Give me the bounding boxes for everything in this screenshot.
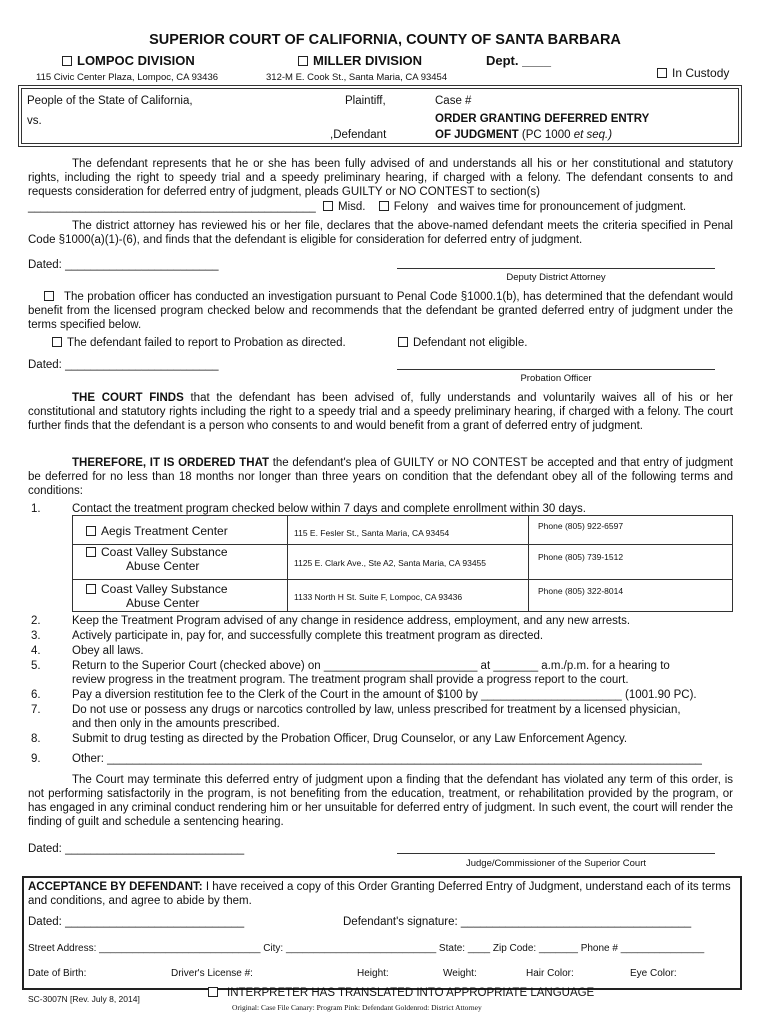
- program-2-address: 1125 E. Clark Ave., Ste A2, Santa Maria, CA 93455: [294, 558, 486, 568]
- findings-lead: THE COURT FINDS: [72, 392, 184, 404]
- court-title: SUPERIOR COURT OF CALIFORNIA, COUNTY OF SANTA BARBARA: [149, 32, 621, 48]
- program-3-name-line2: Abuse Center: [126, 596, 200, 610]
- da-signature-line[interactable]: [397, 268, 715, 269]
- program-1-name: Aegis Treatment Center: [101, 524, 228, 538]
- failed-report-option[interactable]: [52, 336, 346, 350]
- probation-checkbox[interactable]: [44, 291, 54, 301]
- program-3-name: Coast Valley Substance: [101, 582, 228, 596]
- program-1-checkbox[interactable]: [86, 526, 96, 536]
- miller-label: MILLER DIVISION: [313, 53, 423, 68]
- term-9-number: 9.: [31, 753, 41, 765]
- findings-paragraph: [28, 391, 733, 433]
- term-3-number: 3.: [31, 630, 41, 642]
- lompoc-checkbox[interactable]: [62, 56, 72, 66]
- order-title-line2: [435, 128, 612, 142]
- lompoc-division-option[interactable]: [62, 54, 195, 68]
- interpreter-checkbox[interactable]: [208, 987, 218, 997]
- in-custody-option[interactable]: [657, 66, 729, 80]
- lompoc-label: LOMPOC DIVISION: [77, 53, 195, 68]
- term-7-text-line1: Do not use or possess any drugs or narcotics controlled by law, unless prescribed for treatment by a licensed physician,: [72, 704, 681, 716]
- judge-signature-label: Judge/Commissioner of the Superior Court: [465, 858, 647, 869]
- probation-dated[interactable]: Dated: ________________________: [28, 359, 219, 371]
- program-1-address: 115 E. Fesler St., Santa Maria, CA 93454: [294, 528, 450, 538]
- interpreter-label: INTERPRETER HAS TRANSLATED INTO APPROPRIATE LANGUAGE: [227, 987, 595, 999]
- failed-report-checkbox[interactable]: [52, 337, 62, 347]
- not-eligible-checkbox[interactable]: [398, 337, 408, 347]
- drivers-license-field[interactable]: Driver's License #:: [171, 968, 253, 979]
- intro-paragraph: [28, 157, 733, 199]
- order-title-line1: ORDER GRANTING DEFERRED ENTRY: [435, 113, 650, 125]
- judge-signature-line[interactable]: [397, 853, 715, 854]
- program-3-option[interactable]: [86, 582, 228, 596]
- eye-color-field[interactable]: Eye Color:: [630, 968, 677, 979]
- defendant-label: ,Defendant: [330, 129, 387, 141]
- acceptance-paragraph: [28, 880, 734, 908]
- order-title-etseq: et seq.): [573, 129, 613, 141]
- order-title-cite: (PC 1000: [521, 129, 571, 141]
- interpreter-option[interactable]: [208, 986, 594, 1000]
- lompoc-address: 115 Civic Center Plaza, Lompoc, CA 93436: [36, 72, 219, 83]
- term-1-text: Contact the treatment program checked below within 7 days and complete enrollment within 30 days.: [72, 503, 586, 515]
- felony-label: Felony: [393, 201, 429, 213]
- term-6-text[interactable]: Pay a diversion restitution fee to the Clerk of the Court in the amount of $100 by ______________________ (1001.90 PC).: [72, 689, 697, 701]
- term-2-number: 2.: [31, 615, 41, 627]
- in-custody-label: In Custody: [672, 66, 730, 80]
- dept-field[interactable]: Dept. ____: [486, 53, 552, 68]
- miller-checkbox[interactable]: [298, 56, 308, 66]
- program-2-checkbox[interactable]: [86, 547, 96, 557]
- program-2-name-line2: Abuse Center: [126, 559, 200, 573]
- misd-label: Misd.: [338, 201, 366, 213]
- program-1-phone: Phone (805) 922-6597: [538, 521, 624, 531]
- program-2-name: Coast Valley Substance: [101, 545, 228, 559]
- term-3-text: Actively participate in, pay for, and successfully complete this treatment program as directed.: [72, 630, 544, 642]
- program-3-address: 1133 North H St. Suite F, Lompoc, CA 93436: [294, 592, 463, 602]
- misd-checkbox[interactable]: [323, 201, 333, 211]
- case-number-field[interactable]: Case #: [435, 95, 472, 107]
- program-3-checkbox[interactable]: [86, 584, 96, 594]
- term-6-number: 6.: [31, 689, 41, 701]
- weight-field[interactable]: Weight:: [443, 968, 477, 979]
- judge-dated[interactable]: Dated: ____________________________: [28, 843, 245, 855]
- probation-signature-label: Probation Officer: [520, 373, 592, 384]
- ordered-text: the defendant's plea of GUILTY or NO CONTEST be accepted and that entry of judgment be deferred for no less than 18 months nor longer than three years on condition that the defendant obey all of the following terms and conditions:: [28, 457, 734, 497]
- not-eligible-label: Defendant not eligible.: [413, 337, 528, 349]
- distribution-list: Original: Case File Canary: Program Pink: Defendant Goldenrod: District Attorney: [232, 1003, 482, 1012]
- da-signature-label: Deputy District Attorney: [506, 272, 606, 283]
- miller-division-option[interactable]: [298, 54, 422, 68]
- in-custody-checkbox[interactable]: [657, 68, 667, 78]
- term-5-number: 5.: [31, 660, 41, 672]
- probation-text: The probation officer has conducted an investigation pursuant to Penal Code §1000.1(b), has determined that the defendant would benefit from the licensed program checked below and recommends that the defendant be granted deferred entry of judgment under the terms specified below.: [28, 291, 733, 331]
- term-1-number: 1.: [31, 503, 41, 515]
- hair-color-field[interactable]: Hair Color:: [526, 968, 574, 979]
- da-dated[interactable]: Dated: ________________________: [28, 259, 219, 271]
- term-8-text: Submit to drug testing as directed by the Probation Officer, Drug Counselor, or any Law Enforcement Agency.: [72, 733, 628, 745]
- intro-last-line: [28, 200, 686, 214]
- da-paragraph: The district attorney has reviewed his or her file, declares that the above-named defendant meets the criteria specified in Penal Code §1000(a)(1)-(6), and finds that the defendant is eligible for consideration for deferred entry of judgment.: [28, 220, 733, 246]
- term-7-text-line2: and then only in the amounts prescribed.: [72, 718, 280, 730]
- term-5-text-line1[interactable]: Return to the Superior Court (checked above) on ________________________ at _______ a.m./p.m. for a hearing to: [72, 660, 670, 672]
- probation-paragraph: [28, 290, 733, 332]
- term-4-text: Obey all laws.: [72, 645, 144, 657]
- probation-signature-line[interactable]: [397, 369, 715, 370]
- program-3-phone: Phone (805) 322-8014: [538, 586, 624, 596]
- program-2-phone: Phone (805) 739-1512: [538, 552, 624, 562]
- term-2-text: Keep the Treatment Program advised of any change in residence address, employment, and any new arrests.: [72, 615, 631, 627]
- height-field[interactable]: Height:: [357, 968, 389, 979]
- program-2-option[interactable]: [86, 545, 228, 559]
- intro-tail: and waives time for pronouncement of judgment.: [437, 201, 687, 213]
- form-id: SC-3007N [Rev. July 8, 2014]: [28, 994, 140, 1004]
- people-label: People of the State of California,: [27, 95, 193, 107]
- intro-text: The defendant represents that he or she has been fully advised of and understands all his or her constitutional and statutory rights, including the right to speedy trial and a speedy preliminary hearing, if charged with a felony. The defendant consents to and requests consideration for deferred entry of judgment, pleads GUILTY or NO CONTEST to section(s): [28, 158, 733, 198]
- plaintiff-label: Plaintiff,: [345, 95, 386, 107]
- acceptance-lead: ACCEPTANCE BY DEFENDANT:: [28, 881, 203, 893]
- termination-paragraph: The Court may terminate this deferred entry of judgment upon a finding that the defendant has violated any term of this order, is not performing satisfactorily in the program, is not benefiting from the education, treatment, or rehabilitation provided by the program, or has engaged in any criminal conduct rendering him or her unsuitable for deferred entry of judgment. In such event, the court will render the finding of guilt and schedule a sentencing hearing.: [28, 774, 733, 828]
- address-line[interactable]: Street Address: _____________________________ City: ___________________________ State: ____ Zip Code: _______ Phone # _______________: [28, 943, 705, 954]
- miller-address: 312-M E. Cook St., Santa Maria, CA 93454: [266, 72, 448, 83]
- not-eligible-option[interactable]: [398, 336, 527, 350]
- term-4-number: 4.: [31, 645, 41, 657]
- defendant-signature-field[interactable]: Defendant's signature: ____________________________________: [343, 916, 692, 928]
- acceptance-text: I have received a copy of this Order Granting Deferred Entry of Judgment, understand each of its terms and conditions, and agree to abide by them.: [28, 881, 731, 907]
- findings-text: that the defendant has been advised of, fully understands and voluntarily waives all of his or her constitutional and statutory rights including the right to a speedy trial and a speedy preliminary hearing, if charged with a felony. The court further finds that the defendant is a person who consents to and would benefit from a grant of deferred entry of judgment.: [28, 392, 733, 432]
- felony-checkbox[interactable]: [379, 201, 389, 211]
- section-blank[interactable]: _____________________________________________: [28, 201, 316, 213]
- term-9-other-field[interactable]: Other: _____________________________________________________________________________________________: [72, 753, 702, 765]
- program-1-option[interactable]: [86, 524, 228, 538]
- vs-label: vs.: [27, 115, 42, 127]
- failed-report-label: The defendant failed to report to Probation as directed.: [67, 337, 346, 349]
- dob-field[interactable]: Date of Birth:: [28, 968, 87, 979]
- ordered-paragraph: [28, 456, 733, 498]
- order-title-bold: OF JUDGMENT: [435, 129, 519, 141]
- ordered-lead: THEREFORE, IT IS ORDERED THAT: [72, 457, 270, 469]
- term-5-text-line2: review progress in the treatment program. The treatment program shall provide a progress report to the court.: [72, 674, 629, 686]
- defendant-dated[interactable]: Dated: ____________________________: [28, 916, 245, 928]
- term-7-number: 7.: [31, 704, 41, 716]
- term-8-number: 8.: [31, 733, 41, 745]
